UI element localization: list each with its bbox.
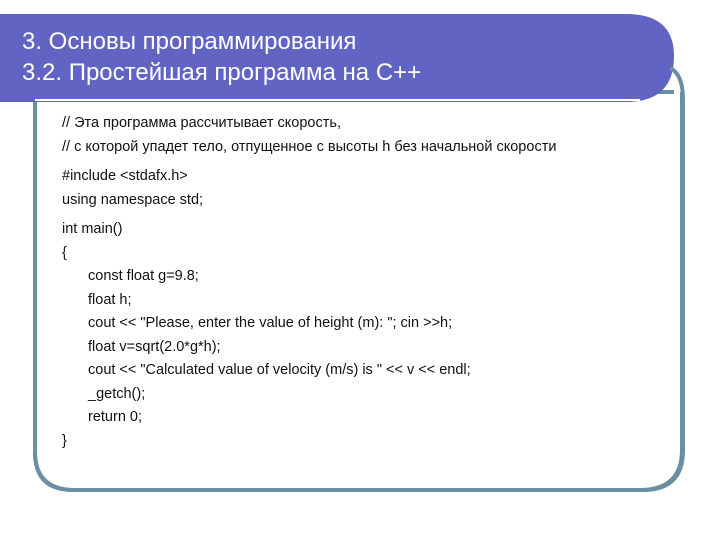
code-comment-1: // Эта программа рассчитывает скорость, [62,115,341,131]
code-body-line: const float g=9.8; [88,268,199,284]
code-body-line: _getch(); [88,385,146,402]
code-body-line: return 0; [88,409,142,425]
code-open-brace: { [62,244,67,261]
slide-title [22,26,642,88]
code-using: using namespace std; [62,191,204,208]
code-include: #include <stdafx.h> [62,168,188,184]
code-body-line: cout << "Calculated value of velocity (m/s) is " << v << endl; [88,362,471,378]
code-block [62,112,662,453]
title-line-1: 3. Основы программирования [22,28,357,55]
title-line-2: 3.2. Простейшая программа на С++ [22,59,422,86]
code-body-line: float h; [88,291,132,308]
code-close-brace: } [62,432,67,449]
code-main-signature: int main() [62,221,123,237]
code-comment-2: // с которой упадет тело, отпущенное с высоты h без начальной скорости [62,138,557,155]
code-body-line: float v=sqrt(2.0*g*h); [88,338,221,355]
code-body-line: cout << "Please, enter the value of height (m): "; cin >>h; [88,315,453,331]
